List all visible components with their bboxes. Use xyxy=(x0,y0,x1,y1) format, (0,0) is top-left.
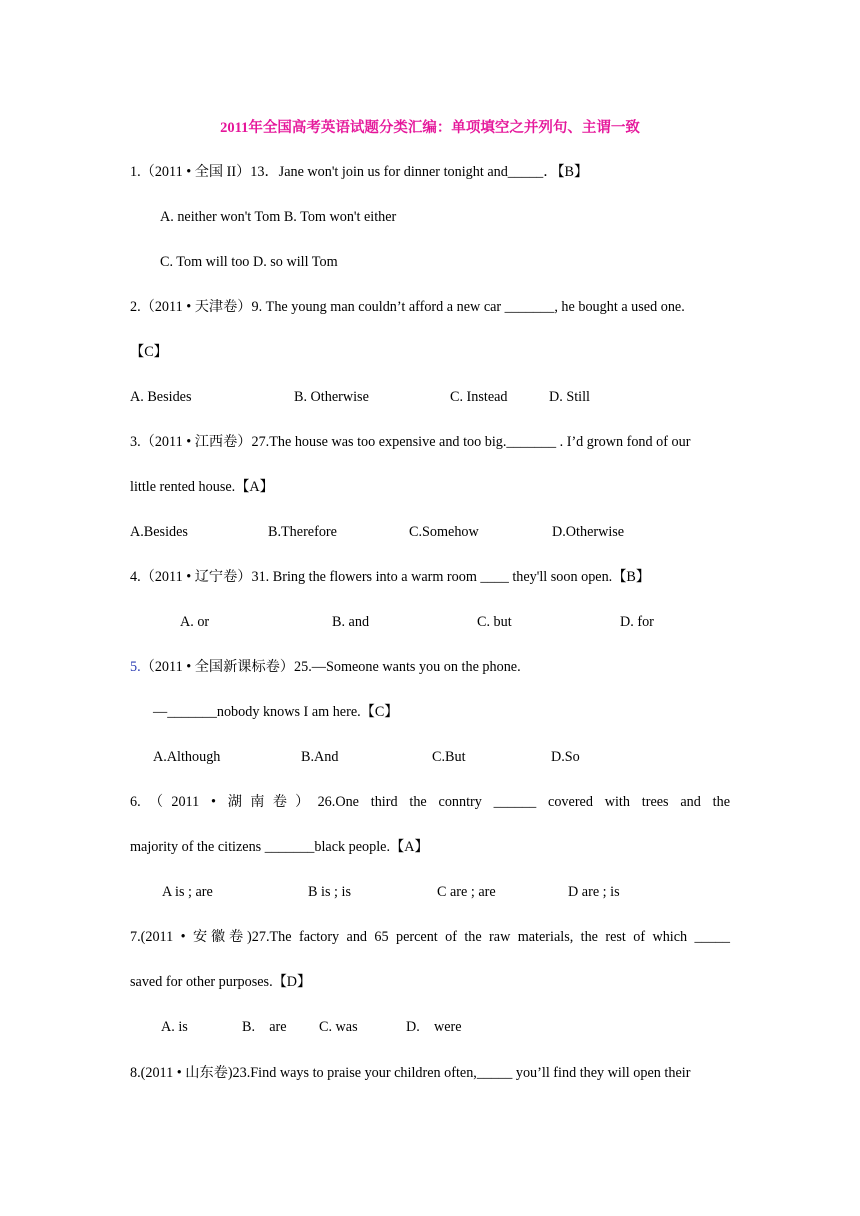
option-a: A.Besides xyxy=(130,524,188,540)
question-7-options xyxy=(130,1016,730,1038)
question-4-options xyxy=(130,611,730,633)
option-a: A. Besides xyxy=(130,389,192,405)
option-d: D are ; is xyxy=(568,884,620,900)
question-5-number: 5. xyxy=(130,659,141,675)
question-1-options-line-1: A. neither won't Tom B. Tom won't either xyxy=(160,209,397,225)
option-d: D. Still xyxy=(549,389,590,405)
option-c: C. Instead xyxy=(450,389,508,405)
question-6-stem: 6.（2011 • 湖南卷）26.One third the conntry ______ covered with trees and the xyxy=(130,794,730,810)
question-1-options-line-2: C. Tom will too D. so will Tom xyxy=(160,254,338,270)
question-5-options xyxy=(130,746,730,768)
question-6-options xyxy=(130,881,730,903)
question-2-options xyxy=(130,386,730,408)
option-b: B. and xyxy=(332,614,370,630)
question-7-stem: 7.(2011 • 安徽卷)27.The factory and 65 percent of the raw materials, the rest of which _____ xyxy=(130,929,730,945)
option-a: A. is xyxy=(161,1019,188,1035)
question-5-stem: （2011 • 全国新课标卷）25.—Someone wants you on the phone. xyxy=(140,659,521,675)
option-d: D.Otherwise xyxy=(552,524,625,540)
option-a: A. or xyxy=(180,614,210,630)
option-b: B.And xyxy=(301,749,339,765)
document-title: 2011年全国高考英语试题分类汇编：单项填空之并列句、主谓一致 xyxy=(220,120,640,136)
question-4-stem: 4.（2011 • 辽宁卷）31. Bring the flowers into a warm room ____ they'll soon open.【B】 xyxy=(130,569,651,585)
option-c: C.But xyxy=(432,749,466,765)
option-c: C.Somehow xyxy=(409,524,479,540)
option-d: D. were xyxy=(406,1019,462,1035)
option-b: B. Otherwise xyxy=(294,389,369,405)
question-3-stem: 3.（2011 • 江西卷）27.The house was too expensive and too big._______ . I’d grown fond of our xyxy=(130,434,691,450)
option-c: C. but xyxy=(477,614,512,630)
option-b: B is ; is xyxy=(308,884,351,900)
question-8-stem: 8.(2011 • 山东卷)23.Find ways to praise your children often,_____ you’ll find they will open their xyxy=(130,1065,691,1081)
question-2-answer: 【C】 xyxy=(130,344,168,360)
question-6-stem-continued: majority of the citizens _______black people.【A】 xyxy=(130,839,429,855)
option-a: A.Although xyxy=(153,749,221,765)
question-3-options xyxy=(130,521,730,543)
question-3-stem-continued: little rented house.【A】 xyxy=(130,479,274,495)
question-5-reply: —_______nobody knows I am here.【C】 xyxy=(153,704,399,720)
option-d: D.So xyxy=(551,749,580,765)
option-a: A is ; are xyxy=(162,884,213,900)
option-c: C are ; are xyxy=(437,884,496,900)
question-1-stem: 1.（2011 • 全国 II）13．Jane won't join us for dinner tonight and_____．【B】 xyxy=(130,164,589,180)
option-b: B. are xyxy=(242,1019,287,1035)
question-7-stem-continued: saved for other purposes.【D】 xyxy=(130,974,312,990)
option-d: D. for xyxy=(620,614,654,630)
option-b: B.Therefore xyxy=(268,524,337,540)
question-2-stem: 2.（2011 • 天津卷）9. The young man couldn’t afford a new car _______, he bought a used one. xyxy=(130,299,685,315)
option-c: C. was xyxy=(319,1019,358,1035)
question-5-stem-line xyxy=(130,656,730,678)
